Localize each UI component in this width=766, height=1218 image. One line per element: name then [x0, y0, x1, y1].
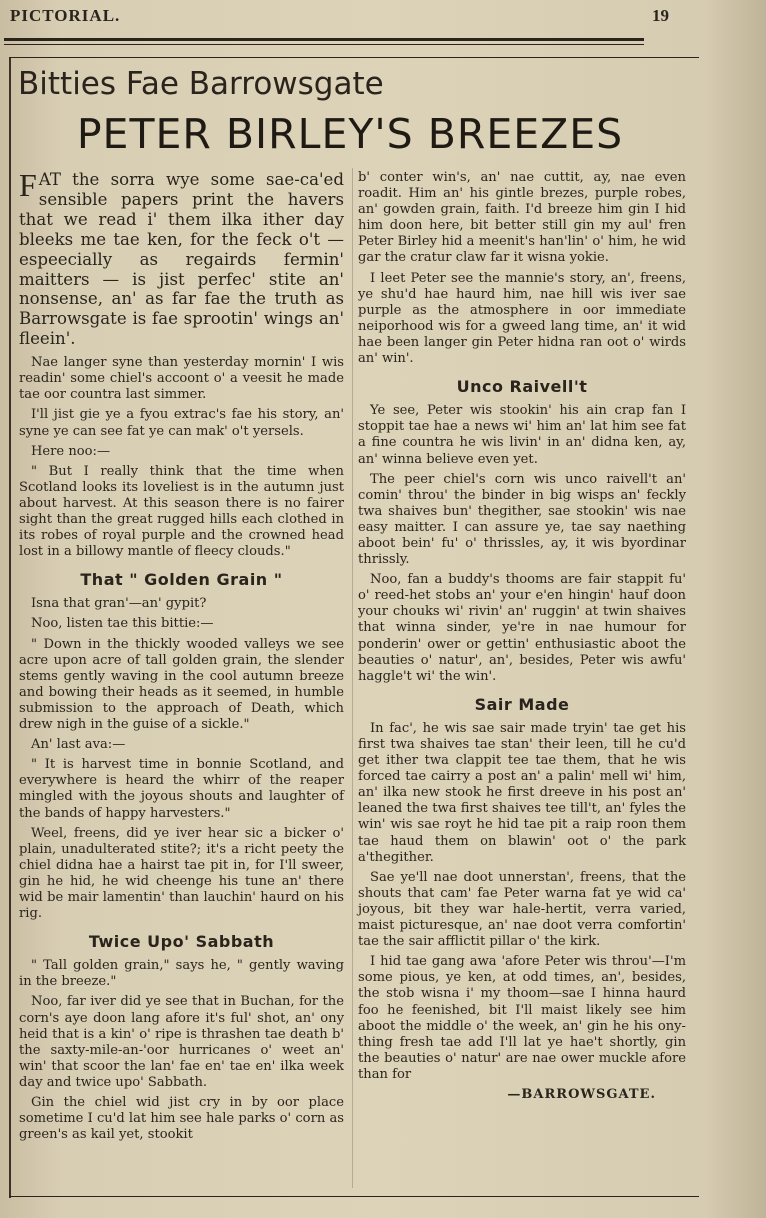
header-rule-thin	[4, 44, 644, 45]
paragraph: Here noo:—	[31, 443, 111, 459]
subheading-unco-raivellt: Unco Raivell't	[456, 377, 588, 397]
article-headline: PETER BIRLEY'S BREEZES	[76, 110, 624, 158]
subheading-golden-grain: That " Golden Grain "	[80, 570, 283, 590]
paragraph: Gin the chiel wid jist cry in by oor place sometime I cu'd lat him see hale parks o' corn as green's as kail yet, stookit	[19, 1095, 344, 1143]
drop-cap: F	[19, 167, 37, 203]
right-column	[358, 170, 686, 1103]
paragraph: b' conter win's, an' nae cuttit, ay, nae even roadit. Him an' his gintle brezes, purple robes, an' gowden grain, faith. I'd breeze him gin I hid him doon here, bit better still gin my aul' fren Peter Birley hid a meenit's han'lin' o' him, he wid gar the cratur claw far it wisna yokie.	[358, 170, 686, 266]
frame-left-rule	[9, 58, 11, 1198]
lead-text: AT the sorra wye some sae-ca'ed sensible papers print the havers that we read i' them ilka ither day bleeks me tae ken, for the feck o't — espeecially as regairds fermin' maitters — is jist perfec' stite an' nonsense, an' as far fae the truth as Barrowsgate is fae sprootin' wings an' fleein'.	[19, 170, 344, 349]
paragraph: Isna that gran'—an' gypit?	[31, 596, 207, 612]
section-label: PICTORIAL.	[10, 6, 121, 25]
quote-paragraph: " But I really think that the time when Scotland looks its loveliest is in the autumn just about harvest. At this season there is no fairer sight than the great rugged hills each clothed in its robes of royal purple and the crowned head lost in a billowy mantle of fleecy clouds."	[19, 463, 344, 560]
frame-top-rule	[9, 57, 699, 58]
left-column	[19, 167, 344, 1147]
paragraph: Noo, listen tae this bittie:—	[31, 616, 214, 632]
lead-paragraph	[19, 167, 344, 349]
quote-paragraph: " Down in the thickly wooded valleys we see acre upon acre of tall golden grain, the slender stems gently waving in the cool autumn breeze and bowing their heads as it seemed, in humble submission to the approach of Death, which drew nigh in the guise of a sickle."	[19, 636, 344, 733]
paragraph: " Tall golden grain," says he, " gently waving in the breeze."	[19, 958, 344, 990]
frame-bottom-rule	[9, 1196, 699, 1197]
paragraph: I'll jist gie ye a fyou extrac's fae his story, an' syne ye can see fat ye can mak' o't yersels.	[19, 407, 344, 439]
paragraph: Ye see, Peter wis stookin' his ain crap fan I stoppit tae hae a news wi' him an' lat him see fat a fine countra he wis livin' in an' didna ken, ay, an' winna believe even yet.	[358, 403, 686, 467]
article-kicker: Bitties Fae Barrowsgate	[18, 66, 384, 102]
quote-paragraph: " It is harvest time in bonnie Scotland, and everywhere is heard the whirr of the reaper mingled with the joyous shouts and laughter of the bands of happy harvesters."	[19, 757, 344, 821]
paragraph: I leet Peter see the mannie's story, an', freens, ye shu'd hae haurd him, nae hill wis iver sae purple as the atmosphere in oor immediate neiporhood wis for a gweed lang time, an' it wid hae been langer gin Peter hidna ran oot o' wirds an' win'.	[358, 270, 686, 367]
paragraph: I hid tae gang awa 'afore Peter wis throu'—I'm some pious, ye ken, at odd times, an', besides, the stob wisna i' my thoom—sae I hinna haurd foo he feenished, bit I'll maist likely see him aboot the middle o' the week, an' gin he his ony-thing fresh tae add I'll lat ye hae't shortly, gin the beauties o' natur' are nae ower muckle afore than for	[358, 954, 686, 1082]
subheading-twice-upo-sabbath: Twice Upo' Sabbath	[88, 932, 275, 952]
paragraph: An' last ava:—	[31, 737, 126, 753]
header-rule-thick	[4, 38, 644, 41]
paragraph: Sae ye'll nae doot unnerstan', freens, that the shouts that cam' fae Peter warna fat ye wid ca' joyous, bit they war hale-hertit, verra varied, maist picturesque, an' nae doot verra comfortin' tae the sair afflictit pillar o' the kirk.	[358, 869, 686, 950]
subheading-sair-made: Sair Made	[474, 694, 570, 714]
paragraph: In fac', he wis sae sair made tryin' tae get his first twa shaives tae stan' their leen, till he cu'd get ither twa clappit tee tae them, that he wis forced tae cairry a post an' a palin' mell wi' him, an' ilka new stook he first dreeve in his post an' leaned the twa first shaives tee till't, an' fyles the win' wis sae royt he hid tae pit a raip roon them tae haud them on blawin' oot o' the park a'thegither.	[358, 720, 686, 865]
paragraph: Weel, freens, did ye iver hear sic a bicker o' plain, unadulterated stite?; it's a richt peety the chiel didna hae a hairst tae pit in, for I'll sweer, gin he hid, he wid cheenge his tune an' there wid be mair lamentin' than lauchin' haurd on his rig.	[19, 825, 344, 922]
page-number: 19	[652, 6, 669, 25]
paragraph: Noo, far iver did ye see that in Buchan, for the corn's aye doon lang afore it's ful' shot, an' ony heid that is a kin' o' ripe is thrashen tae death b' the saxty-mile-an-'oor hurricanes o' weet an' win' that scoor the lan' fae en' tae en' ilka week day and twice upo' Sabbath.	[19, 994, 344, 1090]
column-divider	[352, 168, 353, 1188]
paragraph: Nae langer syne than yesterday mornin' I wis readin' some chiel's accoont o' a veesit he made tae oor countra last simmer.	[19, 355, 344, 403]
author-signature: —BARROWSGATE.	[507, 1086, 656, 1102]
paragraph: Noo, fan a buddy's thooms are fair stappit fu' o' reed-het stobs an' your e'en hingin' hauf doon your chouks wi' rivin' an' ruggin' at twin shaives that winna sinder, ye're in nae humour for ponderin' ower or gettin' enthusiastic aboot the beauties o' natur', an', besides, Peter wis awfu' haggle't wi' the win'.	[358, 572, 686, 684]
paragraph: The peer chiel's corn wis unco raivell't an' comin' throu' the binder in big wisps an' feckly twa shaives bun' thegither, sae stookin' wis nae easy maitter. I can assure ye, tae say naething aboot bein' fu' o' thrissles, ay, it wis byordinar thrissly.	[358, 471, 686, 568]
